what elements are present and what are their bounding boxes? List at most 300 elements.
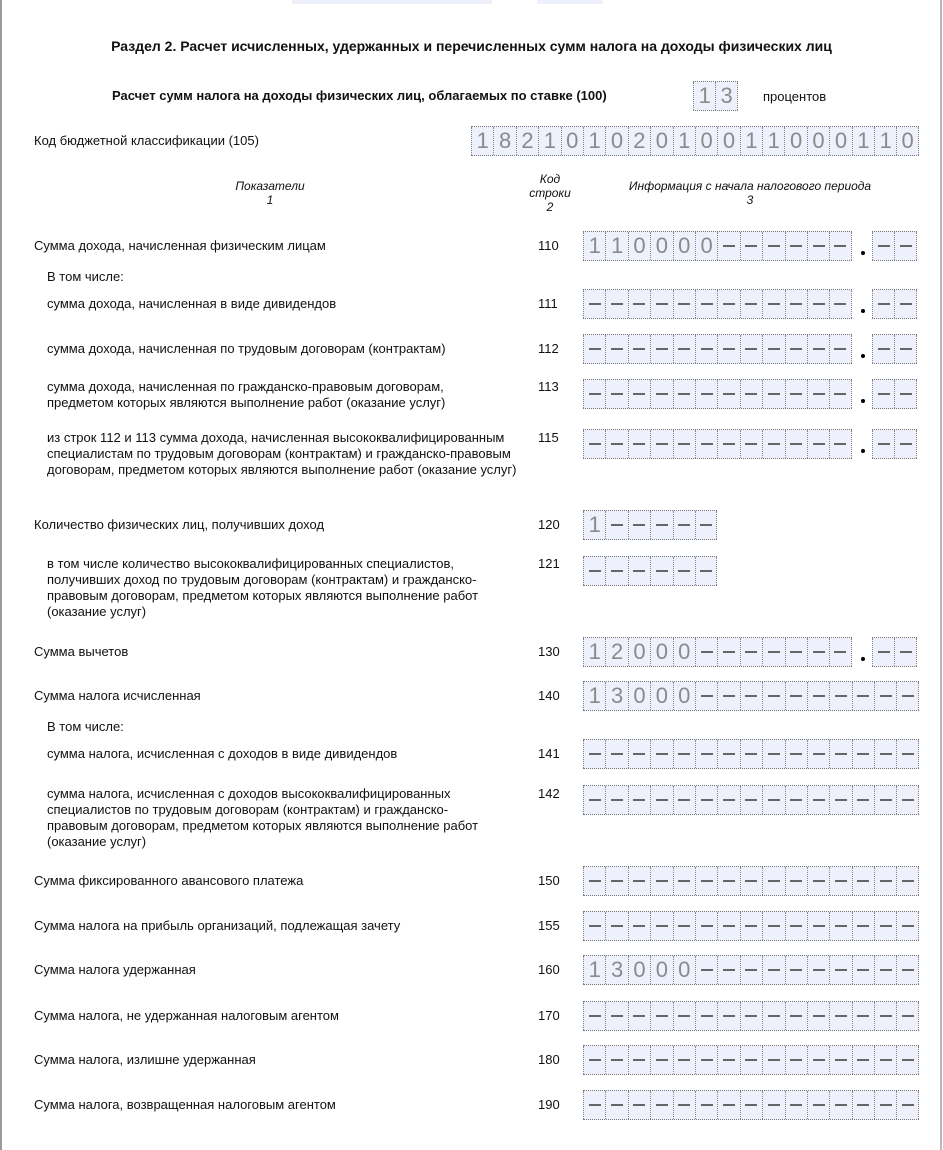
digit-cell[interactable] [740,290,762,318]
digit-cell[interactable] [852,1091,874,1119]
digit-cell[interactable] [896,912,918,940]
digit-cell[interactable] [872,380,894,408]
tax-amount-input[interactable] [583,1090,919,1120]
digit-cell[interactable] [807,912,829,940]
digit-cell[interactable]: 0 [695,127,717,155]
column-header-code: Код строки 2 [529,172,571,214]
row-label: из строк 112 и 113 сумма дохода, начисленная высококвалифицированным специалистам по трудовым договорам (контрактам) и гражданско-правовым договорам, предметом которых являются выполнение работ (оказание услуг) [47,430,517,477]
digit-cell[interactable] [605,1002,627,1030]
digit-cell[interactable] [762,912,784,940]
digit-cell[interactable] [628,912,650,940]
digit-cell[interactable] [628,380,650,408]
digit-cell[interactable] [874,682,896,710]
digit-cell[interactable] [829,380,851,408]
digit-cell[interactable] [829,290,851,318]
digit-cell[interactable] [807,335,829,363]
row-code: 111 [538,296,558,311]
digit-cell[interactable]: 0 [628,682,650,710]
digit-cell[interactable] [894,290,916,318]
digit-cell[interactable] [605,380,627,408]
digit-cell[interactable] [896,682,918,710]
page-edge [940,0,942,1150]
digit-cell[interactable] [829,430,851,458]
digit-cell[interactable]: 1 [762,127,784,155]
digit-cell[interactable]: 1 [471,127,493,155]
digit-cell[interactable] [874,867,896,895]
digit-cell[interactable] [872,638,894,666]
digit-cell[interactable] [829,912,851,940]
digit-cell[interactable] [872,232,894,260]
digit-cell[interactable] [695,956,717,984]
digit-cell[interactable] [695,682,717,710]
tax-amount-input[interactable] [583,866,919,896]
digit-cell[interactable] [785,1002,807,1030]
amount-decimal-input[interactable] [872,334,917,364]
amount-decimal-input[interactable] [872,429,917,459]
digit-cell[interactable] [829,956,851,984]
digit-cell[interactable]: 0 [650,638,672,666]
digit-cell[interactable] [740,1046,762,1074]
digit-cell[interactable] [650,380,672,408]
digit-cell[interactable] [852,1002,874,1030]
digit-cell[interactable] [628,1091,650,1119]
row-code: 112 [538,341,559,356]
digit-cell[interactable] [717,335,739,363]
digit-cell[interactable]: 0 [650,682,672,710]
digit-cell[interactable] [583,430,605,458]
digit-cell[interactable] [874,786,896,814]
digit-cell[interactable] [673,557,695,585]
digit-cell[interactable] [785,290,807,318]
digit-cell[interactable] [872,290,894,318]
digit-cell[interactable] [807,638,829,666]
digit-cell[interactable] [762,956,784,984]
digit-cell[interactable] [762,740,784,768]
digit-cell[interactable] [896,956,918,984]
digit-cell[interactable] [785,380,807,408]
digit-cell[interactable] [874,1091,896,1119]
digit-cell[interactable] [605,511,627,539]
digit-cell[interactable]: 1 [852,127,874,155]
digit-cell[interactable] [695,867,717,895]
digit-cell[interactable] [695,638,717,666]
amount-integer-input[interactable] [583,429,852,459]
digit-cell[interactable]: 8 [493,127,515,155]
digit-cell[interactable]: 0 [673,232,695,260]
digit-cell[interactable] [695,430,717,458]
count-input[interactable] [583,510,717,540]
digit-cell[interactable] [874,740,896,768]
digit-cell[interactable]: 0 [628,638,650,666]
digit-cell[interactable]: 0 [695,232,717,260]
digit-cell[interactable] [785,786,807,814]
digit-cell[interactable] [874,1002,896,1030]
row-code: 155 [538,918,560,933]
digit-cell[interactable] [717,380,739,408]
digit-cell[interactable] [740,682,762,710]
amount-integer-input[interactable] [583,637,852,667]
digit-cell[interactable] [583,557,605,585]
row-code: 160 [538,962,560,977]
digit-cell[interactable] [829,1002,851,1030]
digit-cell[interactable]: 1 [538,127,560,155]
digit-cell[interactable]: 0 [829,127,851,155]
digit-cell[interactable] [829,232,851,260]
digit-cell[interactable]: 3 [605,956,627,984]
digit-cell[interactable]: 1 [583,682,605,710]
digit-cell[interactable] [894,380,916,408]
digit-cell[interactable] [852,912,874,940]
digit-cell[interactable]: 0 [628,956,650,984]
digit-cell[interactable] [807,740,829,768]
digit-cell[interactable] [583,335,605,363]
digit-cell[interactable]: 0 [807,127,829,155]
digit-cell[interactable] [717,638,739,666]
digit-cell[interactable] [740,638,762,666]
digit-cell[interactable]: 1 [583,511,605,539]
digit-cell[interactable] [650,1046,672,1074]
digit-cell[interactable] [717,430,739,458]
digit-cell[interactable]: 2 [516,127,538,155]
digit-cell[interactable] [583,786,605,814]
digit-cell[interactable] [740,956,762,984]
digit-cell[interactable] [650,557,672,585]
tax-amount-input[interactable] [583,681,919,711]
digit-cell[interactable]: 0 [896,127,918,155]
digit-cell[interactable] [628,1002,650,1030]
kbk-label: Код бюджетной классификации (105) [34,133,259,148]
tax-amount-input[interactable] [583,1045,919,1075]
digit-cell[interactable] [894,232,916,260]
tax-amount-input[interactable] [583,1001,919,1031]
digit-cell[interactable] [762,867,784,895]
digit-cell[interactable]: 3 [715,82,737,110]
digit-cell[interactable]: 0 [650,232,672,260]
digit-cell[interactable] [717,1002,739,1030]
digit-cell[interactable]: 1 [673,127,695,155]
digit-cell[interactable]: 0 [717,127,739,155]
digit-cell[interactable] [605,335,627,363]
digit-cell[interactable] [628,740,650,768]
digit-cell[interactable] [762,430,784,458]
digit-cell[interactable] [785,740,807,768]
amount-decimal-input[interactable] [872,637,917,667]
digit-cell[interactable] [673,786,695,814]
amount-decimal-input[interactable] [872,379,917,409]
amount-integer-input[interactable] [583,334,852,364]
row-label: сумма дохода, начисленная по трудовым договорам (контрактам) [47,341,446,356]
digit-cell[interactable] [762,290,784,318]
digit-cell[interactable] [650,786,672,814]
digit-cell[interactable] [852,867,874,895]
digit-cell[interactable] [673,1046,695,1074]
amount-decimal-input[interactable] [872,231,917,261]
digit-cell[interactable] [762,1046,784,1074]
digit-cell[interactable] [650,290,672,318]
digit-cell[interactable] [583,867,605,895]
row-label: сумма дохода, начисленная в виде дивидендов [47,296,337,311]
digit-cell[interactable] [605,1091,627,1119]
digit-cell[interactable] [605,786,627,814]
digit-cell[interactable] [896,740,918,768]
digit-cell[interactable] [762,1002,784,1030]
digit-cell[interactable] [650,430,672,458]
digit-cell[interactable]: 1 [583,232,605,260]
digit-cell[interactable] [852,956,874,984]
digit-cell[interactable] [807,682,829,710]
digit-cell[interactable]: 0 [628,232,650,260]
digit-cell[interactable] [695,1091,717,1119]
digit-cell[interactable] [673,430,695,458]
digit-cell[interactable] [628,1046,650,1074]
digit-cell[interactable] [628,430,650,458]
digit-cell[interactable] [896,1091,918,1119]
digit-cell[interactable] [807,786,829,814]
digit-cell[interactable] [628,290,650,318]
row-label: Сумма налога, не удержанная налоговым агентом [34,1008,339,1023]
digit-cell[interactable] [717,1091,739,1119]
digit-cell[interactable] [717,867,739,895]
digit-cell[interactable] [605,867,627,895]
digit-cell[interactable] [717,682,739,710]
digit-cell[interactable] [628,867,650,895]
digit-cell[interactable] [896,786,918,814]
digit-cell[interactable] [695,786,717,814]
digit-cell[interactable] [740,430,762,458]
digit-cell[interactable]: 1 [583,127,605,155]
subheader-including: В том числе: [47,269,124,284]
digit-cell[interactable] [785,867,807,895]
digit-cell[interactable] [583,290,605,318]
digit-cell[interactable] [785,335,807,363]
row-code: 130 [538,644,560,659]
digit-cell[interactable] [605,430,627,458]
digit-cell[interactable] [740,335,762,363]
digit-cell[interactable] [829,335,851,363]
digit-cell[interactable] [762,1091,784,1119]
tax-amount-input[interactable] [583,739,919,769]
digit-cell[interactable] [874,1046,896,1074]
digit-cell[interactable] [695,380,717,408]
digit-cell[interactable] [852,682,874,710]
digit-cell[interactable] [673,335,695,363]
digit-cell[interactable] [695,912,717,940]
digit-cell[interactable] [583,1046,605,1074]
digit-cell[interactable]: 1 [583,638,605,666]
digit-cell[interactable] [650,1002,672,1030]
digit-cell[interactable] [628,511,650,539]
digit-cell[interactable] [740,380,762,408]
digit-cell[interactable] [785,912,807,940]
digit-cell[interactable] [762,380,784,408]
digit-cell[interactable] [628,786,650,814]
digit-cell[interactable]: 0 [784,127,806,155]
digit-cell[interactable] [807,380,829,408]
digit-cell[interactable] [650,740,672,768]
digit-cell[interactable] [717,786,739,814]
digit-cell[interactable] [785,430,807,458]
digit-cell[interactable] [740,867,762,895]
digit-cell[interactable] [740,1002,762,1030]
digit-cell[interactable] [785,956,807,984]
digit-cell[interactable] [872,335,894,363]
digit-cell[interactable] [583,1002,605,1030]
digit-cell[interactable]: 2 [628,127,650,155]
digit-cell[interactable]: 1 [583,956,605,984]
digit-cell[interactable] [740,786,762,814]
digit-cell[interactable] [762,335,784,363]
count-input[interactable] [583,556,717,586]
digit-cell[interactable]: 1 [693,82,715,110]
digit-cell[interactable] [650,335,672,363]
digit-cell[interactable] [740,740,762,768]
previous-field-stub [292,0,492,4]
digit-cell[interactable] [740,1091,762,1119]
tax-amount-input[interactable] [583,955,919,985]
digit-cell[interactable]: 0 [605,127,627,155]
digit-cell[interactable] [650,867,672,895]
digit-cell[interactable] [785,638,807,666]
digit-cell[interactable] [583,1091,605,1119]
digit-cell[interactable] [673,740,695,768]
digit-cell[interactable] [785,682,807,710]
digit-cell[interactable] [852,1046,874,1074]
digit-cell[interactable] [717,232,739,260]
digit-cell[interactable] [583,380,605,408]
digit-cell[interactable] [740,912,762,940]
digit-cell[interactable] [829,867,851,895]
digit-cell[interactable] [740,232,762,260]
digit-cell[interactable] [807,867,829,895]
digit-cell[interactable]: 0 [673,682,695,710]
digit-cell[interactable] [829,1091,851,1119]
digit-cell[interactable] [583,740,605,768]
digit-cell[interactable] [583,912,605,940]
digit-cell[interactable] [673,1002,695,1030]
digit-cell[interactable] [673,867,695,895]
digit-cell[interactable] [807,1046,829,1074]
digit-cell[interactable] [829,1046,851,1074]
tax-amount-input[interactable] [583,911,919,941]
digit-cell[interactable]: 1 [605,232,627,260]
digit-cell[interactable] [695,1046,717,1074]
digit-cell[interactable]: 0 [561,127,583,155]
digit-cell[interactable] [829,638,851,666]
digit-cell[interactable] [872,430,894,458]
row-label: сумма налога, исчисленная с доходов в виде дивидендов [47,746,398,761]
digit-cell[interactable] [628,335,650,363]
digit-cell[interactable] [605,557,627,585]
digit-cell[interactable] [807,956,829,984]
digit-cell[interactable] [717,290,739,318]
digit-cell[interactable] [673,912,695,940]
digit-cell[interactable] [807,232,829,260]
digit-cell[interactable] [695,335,717,363]
digit-cell[interactable] [874,912,896,940]
digit-cell[interactable] [896,867,918,895]
digit-cell[interactable] [673,380,695,408]
digit-cell[interactable]: 1 [740,127,762,155]
digit-cell[interactable]: 1 [874,127,896,155]
digit-cell[interactable] [896,1046,918,1074]
digit-cell[interactable] [894,335,916,363]
digit-cell[interactable] [673,1091,695,1119]
digit-cell[interactable] [785,1046,807,1074]
digit-cell[interactable] [874,956,896,984]
digit-cell[interactable] [695,511,717,539]
digit-cell[interactable] [650,511,672,539]
digit-cell[interactable] [785,1091,807,1119]
digit-cell[interactable] [605,1046,627,1074]
digit-cell[interactable] [717,740,739,768]
digit-cell[interactable] [673,290,695,318]
previous-field-stub [537,0,603,4]
row-code: 140 [538,688,560,703]
digit-cell[interactable] [807,290,829,318]
row-label: Сумма налога на прибыль организаций, подлежащая зачету [34,918,401,933]
row-code: 170 [538,1008,560,1023]
digit-cell[interactable] [717,1046,739,1074]
digit-cell[interactable] [829,682,851,710]
digit-cell[interactable] [807,430,829,458]
rate-label: Расчет сумм налога на доходы физических лиц, облагаемых по ставке (100) [112,88,607,103]
digit-cell[interactable] [829,786,851,814]
digit-cell[interactable] [896,1002,918,1030]
digit-cell[interactable]: 0 [650,127,672,155]
amount-decimal-input[interactable] [872,289,917,319]
rate-input[interactable] [693,81,738,111]
row-label: Сумма дохода, начисленная физическим лицам [34,238,326,253]
tax-amount-input[interactable] [583,785,919,815]
digit-cell[interactable] [717,956,739,984]
digit-cell[interactable]: 0 [673,956,695,984]
digit-cell[interactable]: 0 [650,956,672,984]
digit-cell[interactable] [695,290,717,318]
digit-cell[interactable] [650,1091,672,1119]
digit-cell[interactable] [673,511,695,539]
digit-cell[interactable] [695,557,717,585]
amount-integer-input[interactable] [583,289,852,319]
digit-cell[interactable] [829,740,851,768]
digit-cell[interactable] [762,786,784,814]
digit-cell[interactable] [717,912,739,940]
digit-cell[interactable] [762,232,784,260]
digit-cell[interactable] [762,682,784,710]
digit-cell[interactable] [695,740,717,768]
digit-cell[interactable] [852,786,874,814]
digit-cell[interactable] [605,290,627,318]
digit-cell[interactable]: 3 [605,682,627,710]
digit-cell[interactable]: 0 [673,638,695,666]
digit-cell[interactable] [695,1002,717,1030]
digit-cell[interactable] [650,912,672,940]
amount-integer-input[interactable] [583,231,852,261]
digit-cell[interactable] [807,1002,829,1030]
row-label: Сумма налога, излишне удержанная [34,1052,256,1067]
amount-integer-input[interactable] [583,379,852,409]
digit-cell[interactable] [807,1091,829,1119]
digit-cell[interactable] [762,638,784,666]
digit-cell[interactable]: 2 [605,638,627,666]
digit-cell[interactable] [785,232,807,260]
digit-cell[interactable] [894,430,916,458]
digit-cell[interactable] [894,638,916,666]
kbk-input[interactable] [471,126,919,156]
digit-cell[interactable] [852,740,874,768]
digit-cell[interactable] [605,740,627,768]
digit-cell[interactable] [605,912,627,940]
digit-cell[interactable] [628,557,650,585]
